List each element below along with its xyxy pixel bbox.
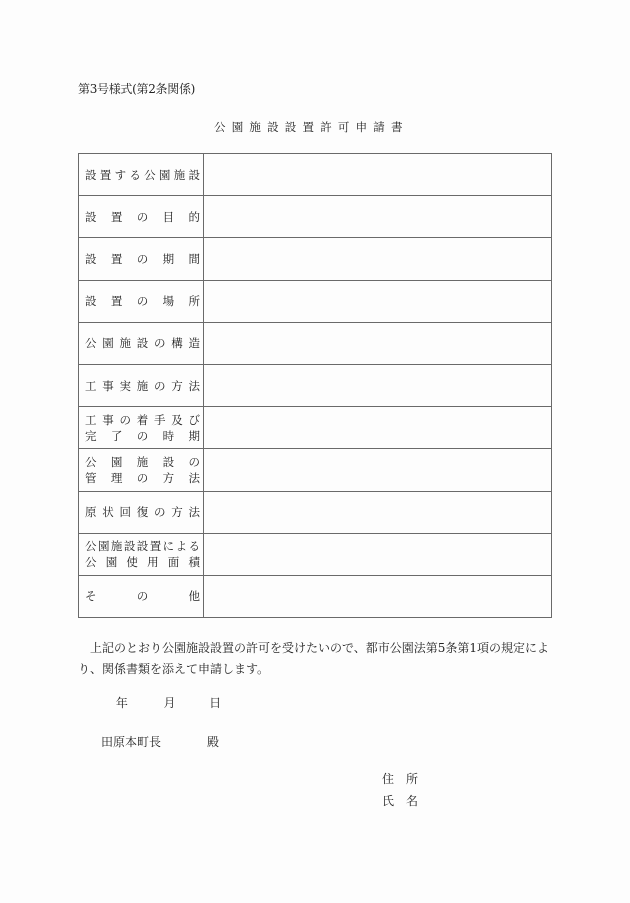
document-title: 公園施設設置許可申請書: [214, 120, 409, 134]
row-value-field[interactable]: [204, 533, 552, 575]
table-row: [79, 407, 552, 449]
form-number: 第3号様式(第2条関係): [78, 82, 196, 96]
row-value-field[interactable]: [204, 407, 552, 449]
row-value-field[interactable]: [204, 491, 552, 533]
row-label: [79, 491, 204, 533]
row-value-field[interactable]: [204, 575, 552, 617]
statement-text: 上記のとおり公園施設設置の許可を受けたいので、都市公園法第5条第1項の規定により、関係書類を添えて申請します。: [78, 641, 550, 676]
row-label: [79, 449, 204, 491]
table-row: [79, 280, 552, 322]
row-label-line: 公 園 施 設 の: [85, 454, 200, 469]
table-row: [79, 491, 552, 533]
table-row: [79, 196, 552, 238]
table-row: [79, 533, 552, 575]
row-label: [79, 575, 204, 617]
row-label-line: 完 了 の 時 期: [85, 428, 200, 443]
row-label-line: 工 事 実 施 の 方 法: [85, 378, 200, 393]
table-row: [79, 322, 552, 364]
row-label-line: 公 園 使 用 面 積: [85, 555, 200, 570]
row-label-line: 工 事 の 着 手 及 び: [85, 412, 200, 427]
row-value-field[interactable]: [204, 154, 552, 196]
row-label: [79, 280, 204, 322]
row-label: [79, 322, 204, 364]
row-label: [79, 533, 204, 575]
row-label-line: 公 園 施 設 設 置 に よ る: [85, 539, 200, 554]
table-row: [79, 364, 552, 406]
application-form-table: [78, 153, 552, 618]
name-label: 氏 名: [382, 794, 419, 808]
row-label-line: そ の 他: [85, 589, 200, 604]
applicant-block: [382, 768, 430, 812]
table-row: [79, 449, 552, 491]
row-label-line: 公 園 施 設 の 構 造: [85, 336, 200, 351]
row-value-field[interactable]: [204, 322, 552, 364]
row-label-line: 原 状 回 復 の 方 法: [85, 505, 200, 520]
month-label: 月: [163, 696, 176, 710]
row-label: [79, 407, 204, 449]
row-label-line: 設 置 の 場 所: [85, 294, 200, 309]
table-row: [79, 154, 552, 196]
address-label: 住 所: [382, 772, 419, 786]
row-label-line: 管 理 の 方 法: [85, 470, 200, 485]
row-value-field[interactable]: [204, 238, 552, 280]
row-label: [79, 196, 204, 238]
date-line: [100, 694, 221, 711]
row-label: [79, 364, 204, 406]
row-value-field[interactable]: [204, 196, 552, 238]
row-label-line: 設 置 の 目 的: [85, 209, 200, 224]
row-label: [79, 238, 204, 280]
row-label: [79, 154, 204, 196]
row-label-line: 設 置 す る 公 園 施 設: [85, 167, 200, 182]
day-label: 日: [209, 696, 222, 710]
honorific: 殿: [207, 735, 220, 749]
addressee: 田原本町長: [101, 735, 162, 749]
row-label-line: 設 置 の 期 間: [85, 251, 200, 266]
row-value-field[interactable]: [204, 280, 552, 322]
table-row: [79, 238, 552, 280]
table-row: [79, 575, 552, 617]
row-value-field[interactable]: [204, 449, 552, 491]
year-label: 年: [115, 696, 128, 710]
row-value-field[interactable]: [204, 364, 552, 406]
